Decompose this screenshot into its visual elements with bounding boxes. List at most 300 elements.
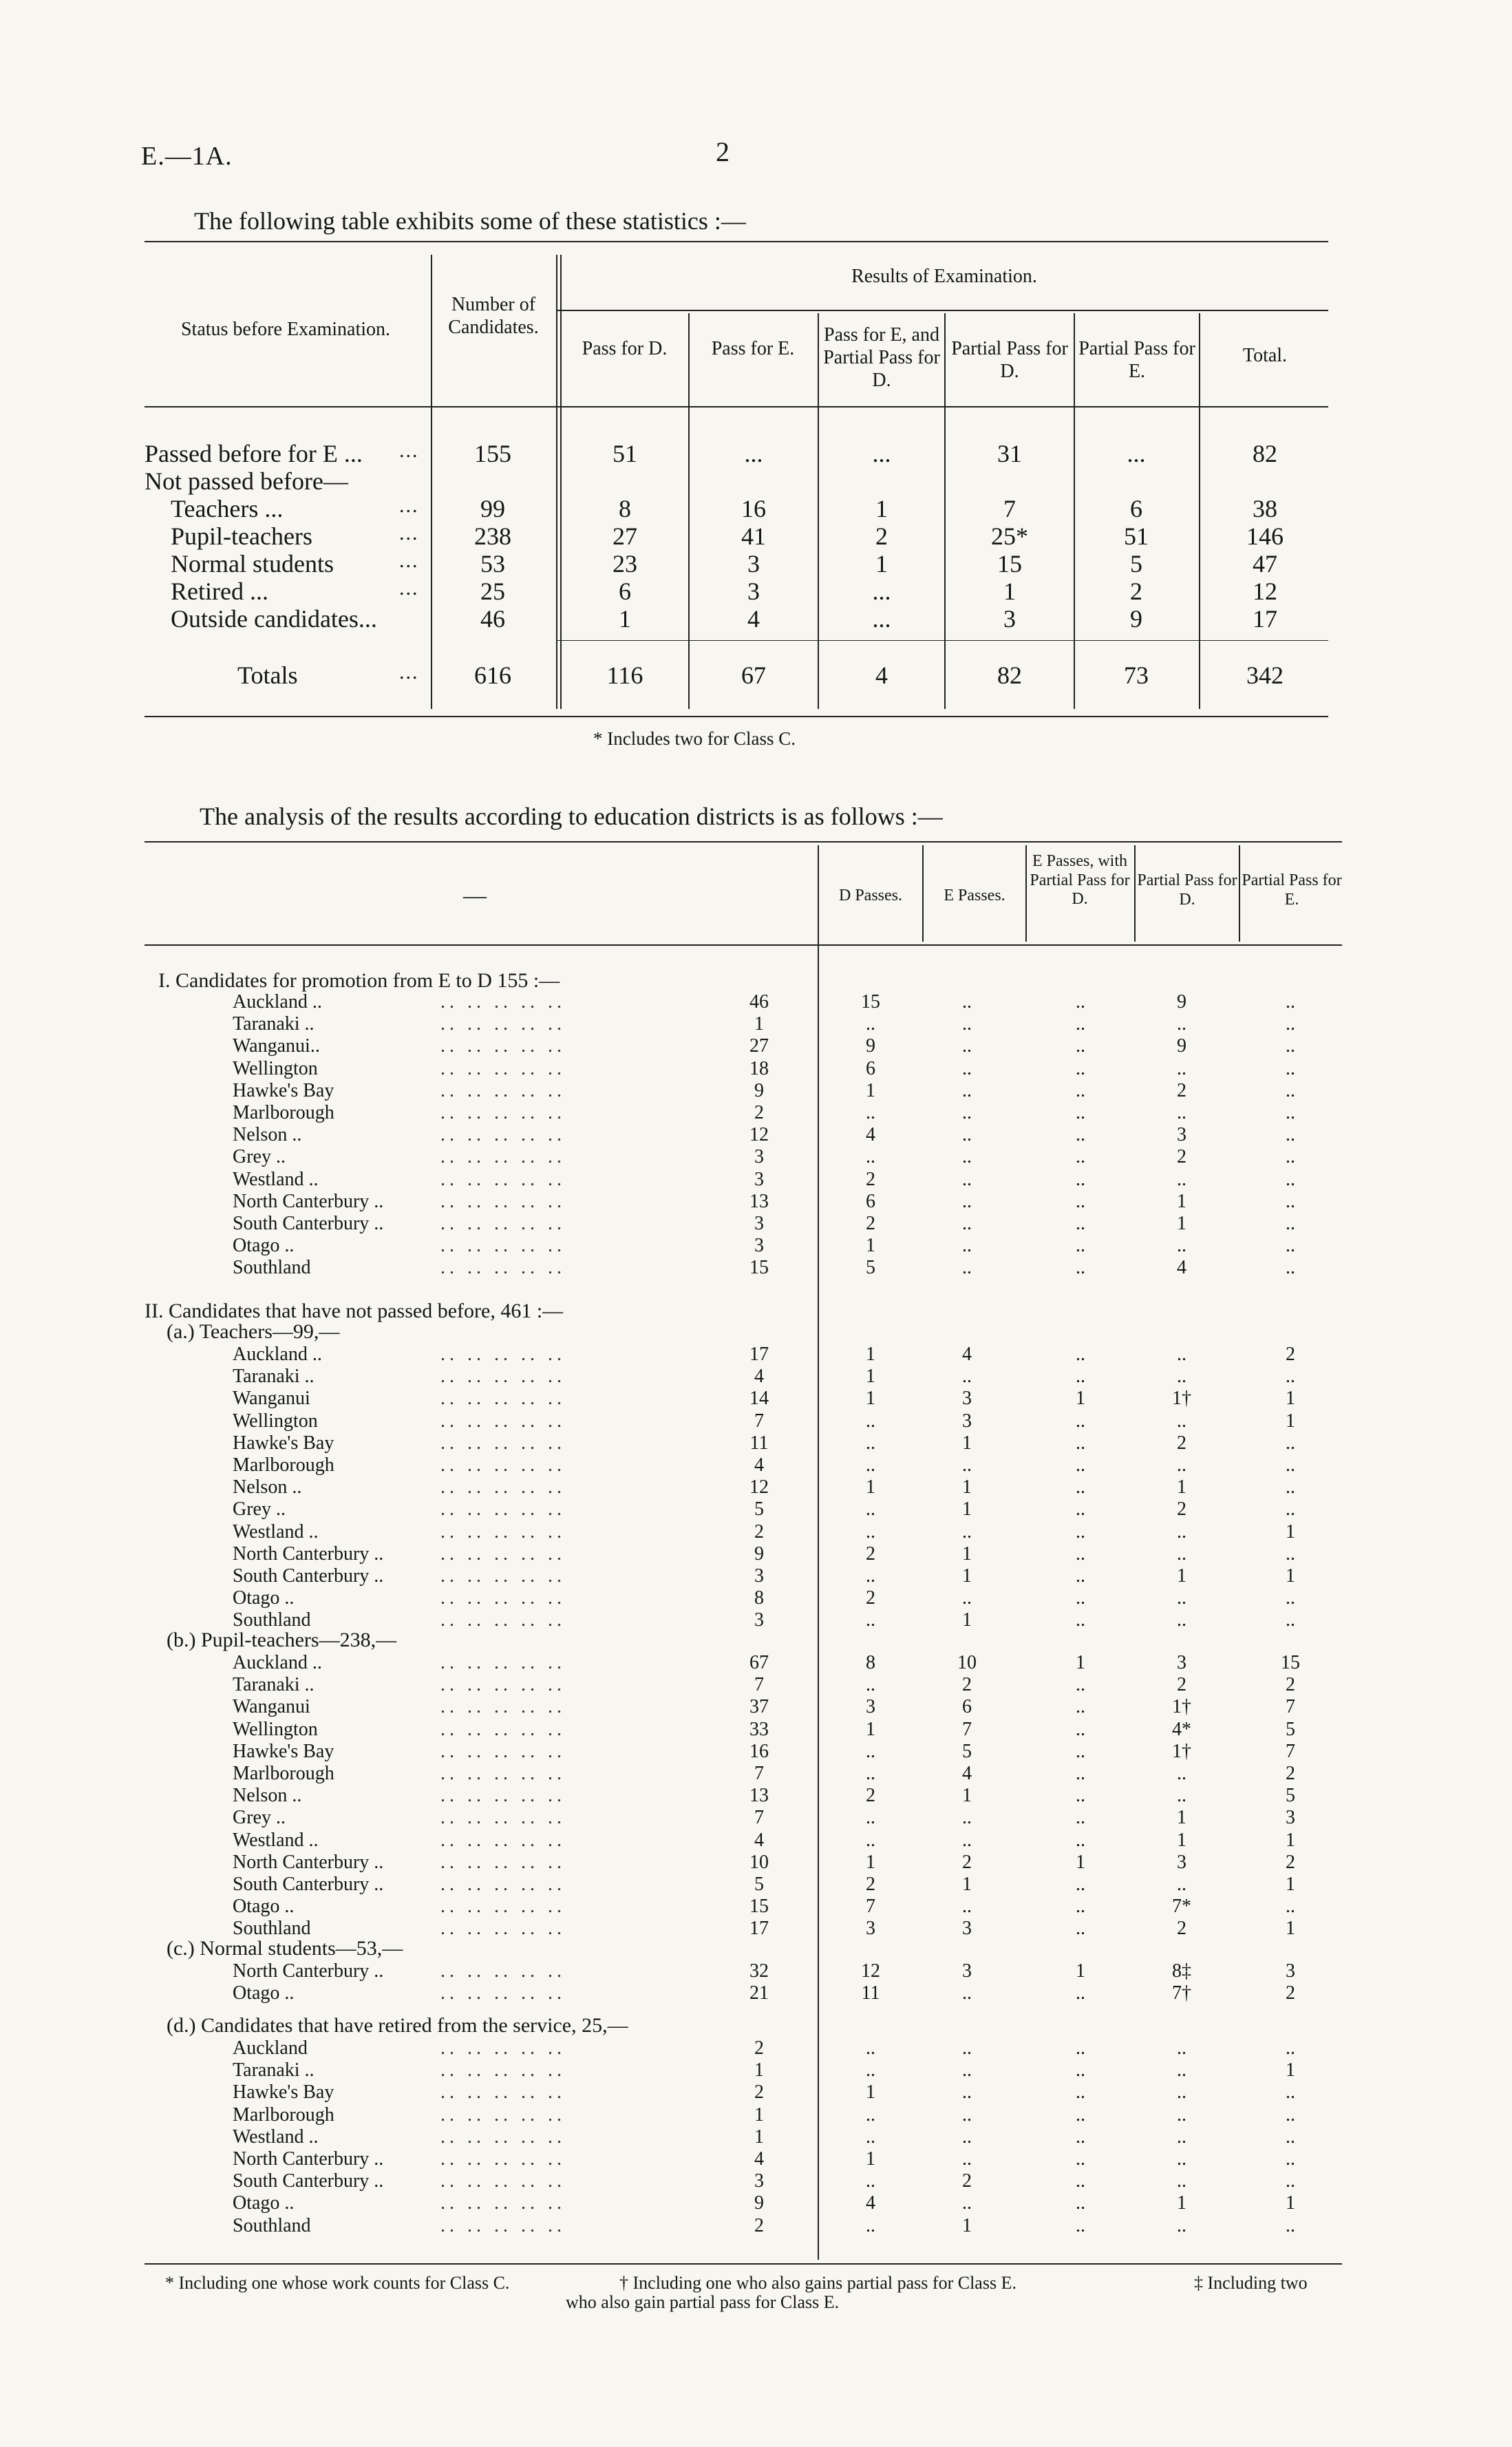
table2-cell-e-passes: .. xyxy=(962,1982,972,2004)
table2-top-rule xyxy=(145,841,1342,843)
table2-cell-partial-d: 1 xyxy=(1177,1213,1186,1234)
table2-cell-d-passes: 1 xyxy=(866,1366,875,1388)
table2-cell-d-passes: .. xyxy=(866,2126,875,2148)
district-name: North Canterbury .. xyxy=(233,2148,384,2170)
district-name: South Canterbury .. xyxy=(233,1874,384,1895)
table2-cell-e-passes-partial-d: .. xyxy=(1076,1235,1085,1257)
table2-cell-partial-e: .. xyxy=(1286,2214,1295,2236)
table2-cell-partial-d: 1† xyxy=(1172,1388,1191,1410)
table2-cell-partial-d: 1† xyxy=(1172,1740,1191,1762)
table1-vrule xyxy=(560,255,562,709)
table2-cell-e-passes: .. xyxy=(962,1146,972,1168)
district-name: Marlborough xyxy=(233,1454,334,1476)
table2-cell-partial-e: 1 xyxy=(1286,1565,1295,1587)
table1-total-pass-e-partial-d: 4 xyxy=(875,661,888,689)
district-name: Auckland .. xyxy=(233,991,322,1013)
leader-dots: .. .. .. .. .. xyxy=(440,1190,566,1212)
table2-cell-e-passes-partial-d: .. xyxy=(1076,1565,1085,1587)
leader-dots: .. .. .. .. .. xyxy=(440,1785,566,1807)
table2-cell-e-passes-partial-d: .. xyxy=(1076,2170,1085,2192)
table2-cell-e-passes-partial-d: .. xyxy=(1076,1740,1085,1762)
candidates-count: 27 xyxy=(749,1035,769,1057)
leader-dots: .. .. .. .. .. xyxy=(440,1366,566,1388)
table2-cell-e-passes: .. xyxy=(962,1587,972,1609)
table2-row xyxy=(0,1388,1512,1410)
table2-row xyxy=(0,991,1512,1013)
table1-cell-pass-d: 6 xyxy=(619,578,631,605)
table1-header-rule xyxy=(145,406,1328,407)
table2-cell-partial-e: .. xyxy=(1286,1146,1295,1168)
table2-row xyxy=(0,1674,1512,1696)
candidates-count: 7 xyxy=(754,1410,764,1432)
table2-row xyxy=(0,1807,1512,1829)
table2-cell-partial-e: .. xyxy=(1286,1257,1295,1279)
candidates-count: 2 xyxy=(754,2037,764,2059)
district-name: North Canterbury .. xyxy=(233,1851,384,1873)
table1-vrule xyxy=(431,255,432,709)
table2-cell-partial-e: 1 xyxy=(1286,1874,1295,1895)
leader-dots: .. .. .. .. .. xyxy=(440,1079,566,1101)
table2-cell-d-passes: 12 xyxy=(861,1960,880,1982)
table2-cell-partial-d: 2 xyxy=(1177,1079,1186,1101)
table2-group-title: (d.) Candidates that have retired from the service, 25,— xyxy=(167,2014,628,2037)
table2-cell-e-passes: .. xyxy=(962,1213,972,1234)
table1-row-label: Passed before for E ... xyxy=(145,440,363,467)
table2-cell-e-passes-partial-d: .. xyxy=(1076,1918,1085,1940)
table2-cell-partial-d: .. xyxy=(1177,2126,1186,2148)
candidates-count: 13 xyxy=(749,1785,769,1807)
table2-cell-e-passes-partial-d: .. xyxy=(1076,1410,1085,1432)
table1-col-pass-e-partial-d: Pass for E, and Partial Pass for D. xyxy=(823,324,940,392)
table2-cell-d-passes: 6 xyxy=(866,1057,875,1079)
table1-totals-label: Totals xyxy=(237,661,298,689)
table2-cell-e-passes: 1 xyxy=(962,1609,972,1631)
table2-cell-d-passes: 2 xyxy=(866,1785,875,1807)
table2-cell-d-passes: .. xyxy=(866,1102,875,1123)
leader-dots: .. .. .. .. .. xyxy=(440,2192,566,2214)
table2-cell-partial-e: .. xyxy=(1286,1543,1295,1565)
table2-cell-partial-d: .. xyxy=(1177,2170,1186,2192)
leader-dots: .. .. .. .. .. xyxy=(440,1874,566,1895)
district-name: Grey .. xyxy=(233,1498,286,1521)
table1-cell-pass-e-partial-d: 1 xyxy=(875,495,888,522)
table2-cell-e-passes-partial-d: .. xyxy=(1076,1674,1085,1696)
candidates-count: 3 xyxy=(754,1146,764,1168)
candidates-count: 33 xyxy=(749,1718,769,1740)
table1-intro: The following table exhibits some of these statistics :— xyxy=(194,207,746,235)
table2-section-2: II. Candidates that have not passed before, 461 :— xyxy=(145,1300,564,1322)
table2-cell-e-passes-partial-d: .. xyxy=(1076,1498,1085,1521)
table1-cell-pass-e: ... xyxy=(744,440,763,467)
table1-total-pass-d: 116 xyxy=(606,661,643,689)
footnote-continuation: who also gain partial pass for Class E. xyxy=(566,2292,840,2312)
table2-cell-partial-d: .. xyxy=(1177,1609,1186,1631)
table2-cell-d-passes: .. xyxy=(866,2059,875,2081)
table2-cell-d-passes: .. xyxy=(866,2214,875,2236)
table2-row xyxy=(0,1476,1512,1498)
table2-cell-e-passes: 6 xyxy=(962,1696,972,1718)
table1-cell-partial-e: 6 xyxy=(1130,495,1142,522)
leader-dots: .. .. .. .. .. xyxy=(440,1476,566,1498)
table1-cell-pass-e: 16 xyxy=(741,495,766,522)
candidates-count: 15 xyxy=(749,1257,769,1279)
table2-cell-e-passes: 3 xyxy=(962,1410,972,1432)
district-name: Hawke's Bay xyxy=(233,1740,334,1762)
candidates-count: 10 xyxy=(749,1851,769,1873)
table2-cell-e-passes: 3 xyxy=(962,1918,972,1940)
table2-cell-partial-e: .. xyxy=(1286,1035,1295,1057)
candidates-count: 4 xyxy=(754,1366,764,1388)
table2-cell-partial-d: 9 xyxy=(1177,1035,1186,1057)
candidates-count: 3 xyxy=(754,1213,764,1234)
table2-cell-partial-d: .. xyxy=(1177,1521,1186,1543)
leader-dots: .. .. .. .. .. xyxy=(440,1807,566,1829)
table2-cell-e-passes-partial-d: .. xyxy=(1076,1763,1085,1784)
candidates-count: 8 xyxy=(754,1587,764,1609)
district-name: Taranaki .. xyxy=(233,1013,315,1035)
table2-cell-partial-e: .. xyxy=(1286,1124,1295,1146)
table1-cell-partial-d: 3 xyxy=(1003,605,1016,633)
table2-cell-partial-e: 5 xyxy=(1286,1718,1295,1740)
table2-cell-e-passes-partial-d: .. xyxy=(1076,1874,1085,1895)
table2-cell-partial-e: .. xyxy=(1286,991,1295,1013)
district-name: Wanganui xyxy=(233,1388,310,1410)
district-name: Westland .. xyxy=(233,1168,319,1190)
table2-cell-e-passes-partial-d: .. xyxy=(1076,1587,1085,1609)
table1-total-number: 616 xyxy=(474,661,511,689)
table1-cell-pass-e: 3 xyxy=(747,550,760,578)
table2-row xyxy=(0,1013,1512,1035)
table1-row-label: Teachers ... xyxy=(171,495,284,522)
table2-cell-partial-d: 1 xyxy=(1177,1476,1186,1498)
table2-cell-e-passes-partial-d: .. xyxy=(1076,1213,1085,1234)
candidates-count: 3 xyxy=(754,2170,764,2192)
candidates-count: 9 xyxy=(754,1543,764,1565)
table2-cell-partial-d: .. xyxy=(1177,1587,1186,1609)
table2-cell-e-passes-partial-d: .. xyxy=(1076,2081,1085,2104)
table1-cell-partial-e: 5 xyxy=(1130,550,1142,578)
leader-dots: .. .. .. .. .. xyxy=(440,2037,566,2059)
leader-dots: .. .. .. .. .. xyxy=(440,2170,566,2192)
district-name: Otago .. xyxy=(233,1587,295,1609)
table2-cell-e-passes: .. xyxy=(962,1035,972,1057)
table2-cell-e-passes-partial-d: .. xyxy=(1076,1807,1085,1829)
table2-cell-e-passes: 2 xyxy=(962,1851,972,1873)
table2-cell-e-passes-partial-d: .. xyxy=(1076,1829,1085,1851)
table2-cell-e-passes-partial-d: .. xyxy=(1076,2192,1085,2214)
table2-row xyxy=(0,1565,1512,1587)
leader-dots: .. .. .. .. .. xyxy=(440,1565,566,1587)
table2-cell-partial-d: 7† xyxy=(1172,1982,1191,2004)
candidates-count: 5 xyxy=(754,1498,764,1521)
table2-row xyxy=(0,1741,1512,1763)
table2-cell-e-passes: .. xyxy=(962,1257,972,1279)
table1-cell-partial-d: 7 xyxy=(1003,495,1016,522)
table2-cell-partial-e: .. xyxy=(1286,1213,1295,1234)
table1-cell-number: 53 xyxy=(480,550,505,578)
table2-cell-e-passes: .. xyxy=(962,1521,972,1543)
table2-row xyxy=(0,2192,1512,2214)
table2-cell-partial-d: 2 xyxy=(1177,1432,1186,1454)
table2-cell-partial-e: .. xyxy=(1286,1609,1295,1631)
table2-row xyxy=(0,1432,1512,1454)
table2-cell-e-passes-partial-d: .. xyxy=(1076,1146,1085,1168)
leader-dots: .. .. .. .. .. xyxy=(440,1896,566,1918)
table1-results-header: Results of Examination. xyxy=(851,266,1037,287)
table2-row xyxy=(0,1830,1512,1852)
table1-cell-pass-d: 23 xyxy=(613,550,637,578)
table1-col-status: Status before Examination. xyxy=(180,319,391,340)
district-name: Wellington xyxy=(233,1410,318,1432)
table2-cell-d-passes: 2 xyxy=(866,1874,875,1895)
table2-col-d-passes: D Passes. xyxy=(838,887,902,904)
district-name: Westland .. xyxy=(233,1521,319,1543)
table1-top-rule xyxy=(145,241,1328,242)
table2-row xyxy=(0,2081,1512,2104)
table2-cell-e-passes: .. xyxy=(962,1079,972,1101)
table2-cell-e-passes-partial-d: .. xyxy=(1076,1982,1085,2004)
table2-row xyxy=(0,1852,1512,1874)
table2-row xyxy=(0,1191,1512,1213)
table2-cell-e-passes: 3 xyxy=(962,1388,972,1410)
table2-cell-d-passes: 3 xyxy=(866,1696,875,1718)
table2-cell-partial-e: 3 xyxy=(1286,1960,1295,1982)
table2-cell-d-passes: 6 xyxy=(866,1190,875,1212)
candidates-count: 4 xyxy=(754,2148,764,2170)
table2-row xyxy=(0,2215,1512,2237)
candidates-count: 3 xyxy=(754,1609,764,1631)
table2-cell-d-passes: 2 xyxy=(866,1213,875,1234)
document-reference: E.—1A. xyxy=(141,142,233,171)
leader-dots: .. .. .. .. .. xyxy=(440,1124,566,1146)
table1-total-pass-e: 67 xyxy=(741,661,766,689)
table2-cell-partial-e: 1 xyxy=(1286,1829,1295,1851)
table2-cell-partial-d: .. xyxy=(1177,1785,1186,1807)
leader-dots: .. .. .. .. .. xyxy=(440,1718,566,1740)
leader-dots: .. .. .. .. .. xyxy=(440,1674,566,1696)
district-name: Southland xyxy=(233,2214,311,2236)
leader-dots: .. .. .. .. .. xyxy=(440,1454,566,1476)
table2-cell-partial-d: 1 xyxy=(1177,1565,1186,1587)
table2-cell-partial-d: .. xyxy=(1177,2059,1186,2081)
table2-cell-d-passes: .. xyxy=(866,1829,875,1851)
table2-cell-partial-e: 7 xyxy=(1286,1740,1295,1762)
district-name: Auckland xyxy=(233,2037,308,2059)
table2-row xyxy=(0,1124,1512,1146)
table2-cell-d-passes: .. xyxy=(866,1763,875,1784)
candidates-count: 9 xyxy=(754,2192,764,2214)
table2-row xyxy=(0,1719,1512,1741)
table2-cell-partial-d: 1† xyxy=(1172,1696,1191,1718)
table1-col-pass-d: Pass for D. xyxy=(582,338,668,359)
table2-vrule xyxy=(1025,845,1027,942)
leader-dots: .. .. .. .. .. xyxy=(440,1432,566,1454)
table2-cell-partial-d: .. xyxy=(1177,1366,1186,1388)
table1-cell-partial-e: 9 xyxy=(1130,605,1142,633)
table2-cell-partial-e: 1 xyxy=(1286,2192,1295,2214)
table2-cell-partial-d: .. xyxy=(1177,1235,1186,1257)
table2-cell-partial-d: .. xyxy=(1177,2214,1186,2236)
table2-cell-d-passes: 1 xyxy=(866,1344,875,1365)
leader-dots: .. .. .. .. .. xyxy=(440,1013,566,1035)
table2-vrule xyxy=(922,845,924,942)
table1-cell-pass-e-partial-d: 1 xyxy=(875,550,888,578)
candidates-count: 3 xyxy=(754,1565,764,1587)
table1-cell-partial-e: 51 xyxy=(1124,522,1149,550)
candidates-count: 18 xyxy=(749,1057,769,1079)
table2-cell-e-passes: .. xyxy=(962,1235,972,1257)
table2-cell-e-passes: .. xyxy=(962,991,972,1013)
table2-cell-e-passes: 1 xyxy=(962,1476,972,1498)
table2-cell-e-passes: 1 xyxy=(962,1874,972,1895)
table2-cell-e-passes: 7 xyxy=(962,1718,972,1740)
table1-results-rule xyxy=(556,310,1328,311)
table2-cell-e-passes: .. xyxy=(962,2126,972,2148)
leader-dots: .. .. .. .. .. xyxy=(440,2214,566,2236)
table2-cell-e-passes-partial-d: .. xyxy=(1076,1079,1085,1101)
table1-col-partial-d: Partial Pass for D. xyxy=(951,338,1068,383)
table2-cell-e-passes-partial-d: .. xyxy=(1076,1124,1085,1146)
leader-dots: ... xyxy=(399,522,419,544)
table2-row xyxy=(0,1366,1512,1388)
table2-cell-d-passes: .. xyxy=(866,1521,875,1543)
candidates-count: 12 xyxy=(749,1476,769,1498)
table2-cell-d-passes: 15 xyxy=(861,991,880,1013)
table2-cell-e-passes: 3 xyxy=(962,1960,972,1982)
table2-cell-e-passes: .. xyxy=(962,2104,972,2126)
candidates-count: 21 xyxy=(749,1982,769,2004)
district-name: South Canterbury .. xyxy=(233,2170,384,2192)
district-name: South Canterbury .. xyxy=(233,1565,384,1587)
table2-cell-e-passes: 10 xyxy=(957,1652,977,1673)
table2-cell-partial-d: .. xyxy=(1177,1454,1186,1476)
table2-cell-e-passes-partial-d: .. xyxy=(1076,2059,1085,2081)
table2-cell-partial-e: .. xyxy=(1286,2170,1295,2192)
leader-dots: ... xyxy=(399,549,419,572)
table1-totals-rule xyxy=(556,640,1328,641)
table1-cell-number: 238 xyxy=(474,522,511,550)
table2-row xyxy=(0,1102,1512,1124)
table1-cell-partial-e: 2 xyxy=(1130,578,1142,605)
candidates-count: 7 xyxy=(754,1763,764,1784)
table2-cell-e-passes-partial-d: .. xyxy=(1076,1454,1085,1476)
table2-cell-partial-e: .. xyxy=(1286,1102,1295,1123)
table1-bottom-rule xyxy=(145,716,1328,717)
candidates-count: 1 xyxy=(754,2104,764,2126)
table1-cell-total: 12 xyxy=(1253,578,1277,605)
table2-cell-e-passes: .. xyxy=(962,1102,972,1123)
table1-vrule xyxy=(818,313,819,709)
table2-row xyxy=(0,1587,1512,1609)
table2-cell-d-passes: 1 xyxy=(866,1388,875,1410)
table2-row xyxy=(0,1763,1512,1785)
table1-cell-pass-d: 27 xyxy=(613,522,637,550)
table2-cell-d-passes: .. xyxy=(866,1674,875,1696)
table2-row xyxy=(0,2104,1512,2126)
table2-cell-partial-e: 1 xyxy=(1286,1521,1295,1543)
table1-cell-pass-d: 1 xyxy=(619,605,631,633)
table1-cell-total: 82 xyxy=(1253,440,1277,467)
table2-row xyxy=(0,1235,1512,1257)
candidates-count: 9 xyxy=(754,1079,764,1101)
table2-cell-partial-d: 3 xyxy=(1177,1851,1186,1873)
table2-row xyxy=(0,1344,1512,1366)
table2-cell-e-passes: .. xyxy=(962,1057,972,1079)
leader-dots: .. .. .. .. .. xyxy=(440,1609,566,1631)
table2-row xyxy=(0,1874,1512,1896)
table2-cell-e-passes-partial-d: .. xyxy=(1076,1168,1085,1190)
table2-row xyxy=(0,1058,1512,1080)
table2-row xyxy=(0,1896,1512,1918)
table2-cell-partial-e: 2 xyxy=(1286,1982,1295,2004)
table1-cell-number: 155 xyxy=(474,440,511,467)
table2-cell-d-passes: .. xyxy=(866,1013,875,1035)
district-name: North Canterbury .. xyxy=(233,1190,384,1212)
table2-cell-partial-d: 1 xyxy=(1177,1807,1186,1829)
table1-footnote: * Includes two for Class C. xyxy=(593,728,796,749)
table2-cell-e-passes-partial-d: .. xyxy=(1076,1432,1085,1454)
page-number: 2 xyxy=(716,136,730,167)
table2-row xyxy=(0,1785,1512,1807)
district-name: Marlborough xyxy=(233,1102,334,1123)
leader-dots: .. .. .. .. .. xyxy=(440,1388,566,1410)
table1-cell-total: 38 xyxy=(1253,495,1277,522)
table2-row xyxy=(0,1410,1512,1432)
table1-cell-pass-e-partial-d: ... xyxy=(872,605,891,633)
leader-dots: .. .. .. .. .. xyxy=(440,1102,566,1123)
district-name: Otago .. xyxy=(233,1896,295,1918)
table2-cell-e-passes: 1 xyxy=(962,1785,972,1807)
district-name: Nelson .. xyxy=(233,1476,302,1498)
table1-total-total: 342 xyxy=(1246,661,1284,689)
table2-vrule xyxy=(1134,845,1136,942)
table1-cell-partial-d: 25* xyxy=(991,522,1028,550)
table2-cell-d-passes: 9 xyxy=(866,1035,875,1057)
table2-cell-partial-d: .. xyxy=(1177,1543,1186,1565)
table2-cell-partial-d: 9 xyxy=(1177,991,1186,1013)
table2-cell-partial-e: .. xyxy=(1286,1235,1295,1257)
table2-cell-e-passes: 1 xyxy=(962,2214,972,2236)
table2-cell-e-passes: .. xyxy=(962,1013,972,1035)
table2-cell-e-passes: .. xyxy=(962,2037,972,2059)
district-name: Grey .. xyxy=(233,1807,286,1829)
table2-cell-partial-e: .. xyxy=(1286,1168,1295,1190)
leader-dots: .. .. .. .. .. xyxy=(440,1982,566,2004)
table2-cell-e-passes-partial-d: .. xyxy=(1076,1190,1085,1212)
table2-row xyxy=(0,1213,1512,1235)
table2-cell-e-passes-partial-d: .. xyxy=(1076,1476,1085,1498)
table2-cell-partial-e: 1 xyxy=(1286,1410,1295,1432)
table2-cell-e-passes-partial-d: .. xyxy=(1076,1257,1085,1279)
table2-cell-e-passes: .. xyxy=(962,1829,972,1851)
table2-col-e-passes-partial-d: E Passes, with Partial Pass for D. xyxy=(1030,852,1130,909)
leader-dots: .. .. .. .. .. xyxy=(440,2104,566,2126)
table2-cell-partial-d: .. xyxy=(1177,2148,1186,2170)
table2-bottom-rule xyxy=(145,2263,1342,2265)
district-name: Southland xyxy=(233,1609,311,1631)
leader-dots: .. .. .. .. .. xyxy=(440,1257,566,1279)
table2-cell-partial-e: 1 xyxy=(1286,2059,1295,2081)
district-name: Hawke's Bay xyxy=(233,1432,334,1454)
table1-cell-partial-d: 31 xyxy=(997,440,1022,467)
table1-vrule xyxy=(556,255,557,709)
table2-cell-partial-e: .. xyxy=(1286,1498,1295,1521)
district-name: Taranaki .. xyxy=(233,1674,315,1696)
table2-cell-e-passes-partial-d: .. xyxy=(1076,1366,1085,1388)
table2-cell-e-passes: 2 xyxy=(962,2170,972,2192)
table2-cell-d-passes: 4 xyxy=(866,2192,875,2214)
table2-cell-e-passes-partial-d: 1 xyxy=(1076,1851,1085,1873)
